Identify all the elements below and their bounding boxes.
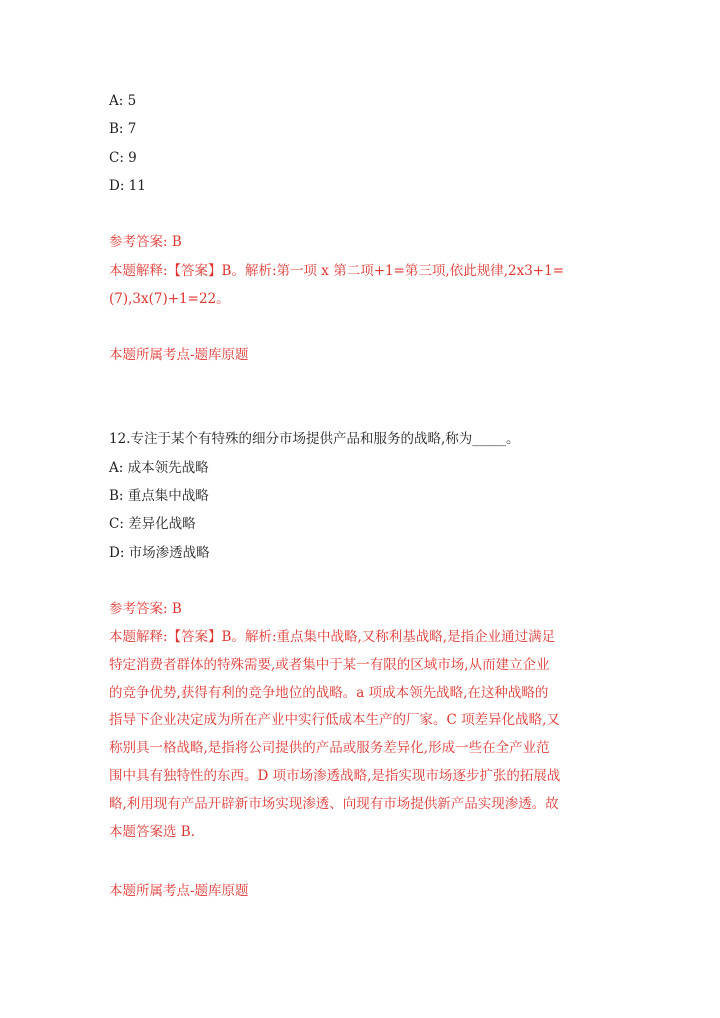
q11-option-b: B: 7 — [109, 121, 137, 137]
q11-option-a: A: 5 — [109, 93, 137, 109]
q11-answer: 参考答案: B — [109, 234, 182, 250]
q12-explanation-line-4: 指导下企业决定成为所在产业中实行低成本生产的厂家。C 项差异化战略,又 — [109, 712, 560, 729]
q12-option-c: C: 差异化战略 — [109, 516, 196, 532]
q12-option-d: D: 市场渗透战略 — [109, 545, 210, 561]
q12-explanation — [109, 624, 623, 846]
q12-option-b: B: 重点集中战略 — [109, 488, 209, 504]
q11-explanation-line-2: (7),3x(7)+1=22。 — [109, 291, 230, 307]
q12-explanation-line-7: 略,利用现有产品开辟新市场实现渗透、向现有市场提供新产品实现渗透。故 — [109, 795, 559, 812]
q11-explanation-line-1: 本题解释:【答案】B。解析:第一项 x 第二项+1=第三项,依此规律,2x3+1= — [109, 263, 565, 279]
q12-explanation-line-5: 称别具一格战略,是指将公司提供的产品或服务差异化,形成一些在全产业范 — [109, 740, 550, 757]
q11-option-d: D: 11 — [109, 178, 146, 194]
q12-option-a: A: 成本领先战略 — [109, 460, 209, 476]
q12-explanation-line-1: 本题解释:【答案】B。解析:重点集中战略,又称利基战略,是指企业通过满足 — [109, 629, 556, 645]
q12-explanation-line-3: 的竞争优势,获得有利的竞争地位的战略。a 项成本领先战略,在这种战略的 — [109, 684, 549, 701]
q12-explanation-line-6: 围中具有独特性的东西。D 项市场渗透战略,是指实现市场逐步扩张的拓展战 — [109, 767, 561, 784]
q11-source: 本题所属考点-题库原题 — [109, 347, 249, 363]
q12-explanation-line-2: 特定消费者群体的特殊需要,或者集中于某一有限的区域市场,从而建立企业 — [109, 656, 550, 673]
q12-question: 12.专注于某个有特殊的细分市场提供产品和服务的战略,称为_____。 — [109, 431, 520, 447]
q12-explanation-line-8: 本题答案选 B. — [109, 823, 196, 840]
q12-source: 本题所属考点-题库原题 — [109, 883, 249, 899]
q11-option-c: C: 9 — [109, 150, 137, 166]
q12-answer: 参考答案: B — [109, 601, 182, 617]
